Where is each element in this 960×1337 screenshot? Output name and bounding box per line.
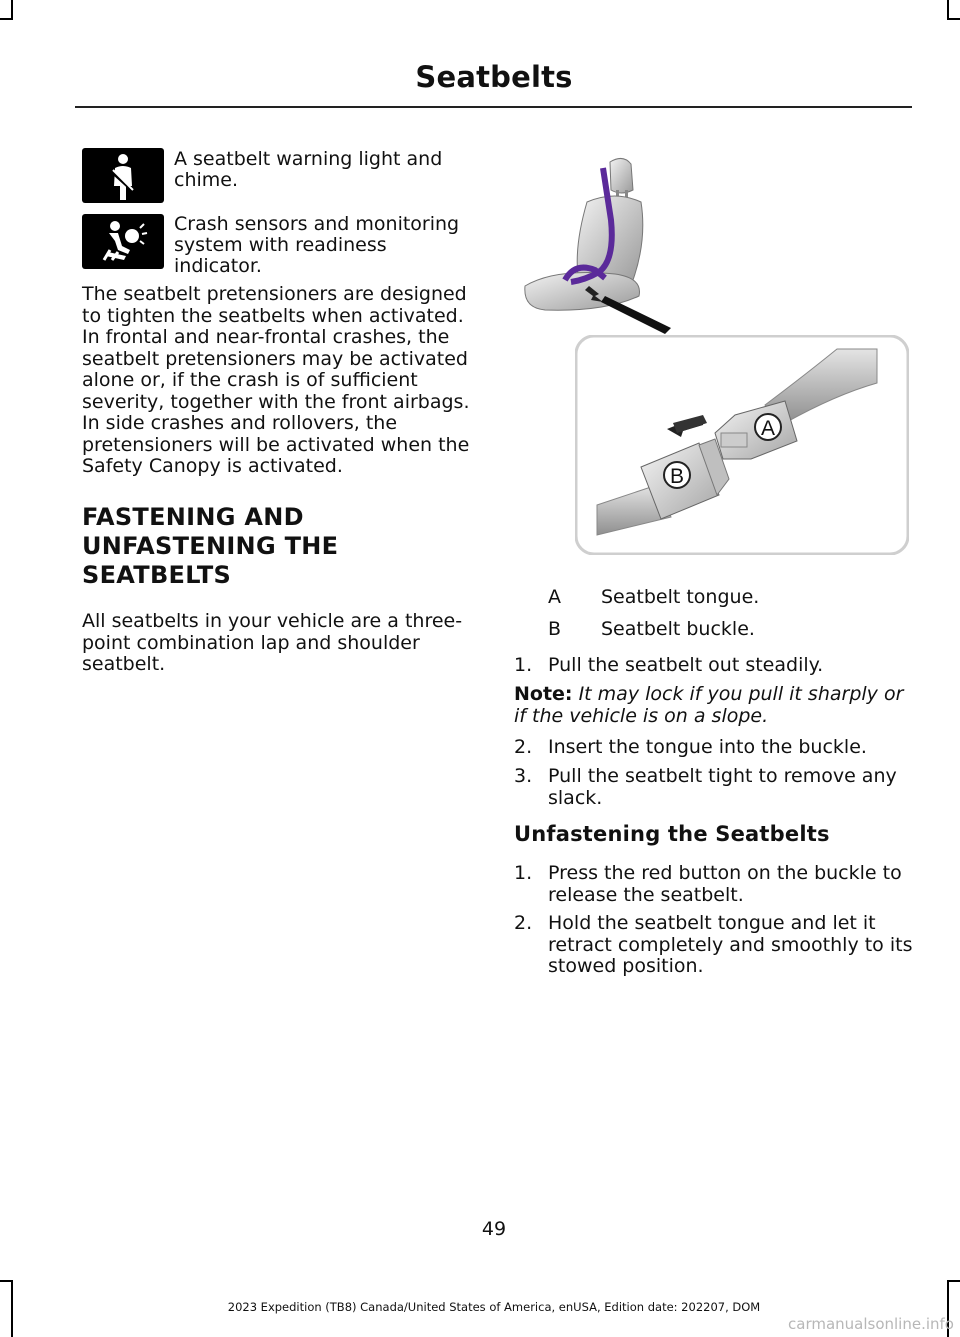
fastening-step [514, 737, 914, 759]
fastening-step [514, 655, 914, 677]
legend-key-a: A [548, 586, 561, 608]
step-number: 1. [514, 654, 533, 676]
legend-label-b: Seatbelt buckle. [601, 618, 755, 640]
unfastening-heading: Unfastening the Seatbelts [514, 822, 830, 846]
crop-mark [0, 1280, 13, 1282]
unfastening-step [514, 863, 914, 906]
page-number: 49 [481, 1218, 507, 1240]
crop-mark [947, 0, 949, 18]
step-text: Hold the seatbelt tongue and let it retract completely and smoothly to its stowed position. [548, 912, 913, 977]
fastening-step [514, 766, 914, 809]
header-divider [75, 106, 912, 108]
section-heading-line: UNFASTENING THE [82, 532, 339, 560]
pretensioner-paragraph: The seatbelt pretensioners are designed to tighten the seatbelts when activated. In frontal and near-frontal crashes, the seatbelt pretensioners may be activated alone or, if the crash is of sufficient severity, together with the front airbags. In side crashes and rollovers, the pretensioners will be activated when the Safety Canopy is activated. [82, 283, 470, 477]
legend-label-a: Seatbelt tongue. [601, 586, 760, 608]
step-text: Pull the seatbelt tight to remove any slack. [548, 765, 897, 809]
crop-mark [947, 18, 960, 20]
seat-illustration [515, 150, 675, 335]
section-heading-line: SEATBELTS [82, 561, 232, 589]
seatbelt-warning-text: A seatbelt warning light and chime. [174, 148, 443, 191]
step-number: 3. [514, 765, 533, 787]
callout-b: B [669, 465, 685, 488]
buckle-detail-illustration [575, 335, 909, 555]
crop-mark [0, 18, 13, 20]
seatbelt-warning-icon [82, 148, 164, 203]
section-heading-line: FASTENING AND [82, 503, 304, 531]
airbag-indicator-text: Crash sensors and monitoring system with readiness indicator. [174, 213, 460, 277]
page-title: Seatbelts [415, 60, 573, 94]
crop-mark [947, 1280, 960, 1282]
crop-mark [11, 0, 13, 18]
note-label: Note: [514, 683, 573, 705]
step-number: 2. [514, 912, 533, 934]
step-text: Press the red button on the buckle to release the seatbelt. [548, 862, 902, 906]
step-number: 1. [514, 862, 533, 884]
callout-a: A [760, 417, 776, 440]
unfastening-step [514, 913, 914, 978]
step-text: Insert the tongue into the buckle. [548, 736, 867, 758]
step-text: Pull the seatbelt out steadily. [548, 654, 824, 676]
watermark: carmanualsonline.info [788, 1315, 954, 1333]
airbag-indicator-icon [82, 214, 164, 269]
legend-key-b: B [548, 618, 562, 640]
note [514, 684, 914, 727]
step-number: 2. [514, 736, 533, 758]
section-body: All seatbelts in your vehicle are a three-point combination lap and shoulder seatbelt. [82, 610, 463, 675]
note-text: It may lock if you pull it sharply or if the vehicle is on a slope. [514, 683, 904, 727]
edition-footer: 2023 Expedition (TB8) Canada/United States of America, enUSA, Edition date: 202207, DOM [227, 1300, 761, 1314]
section-heading [82, 503, 338, 590]
